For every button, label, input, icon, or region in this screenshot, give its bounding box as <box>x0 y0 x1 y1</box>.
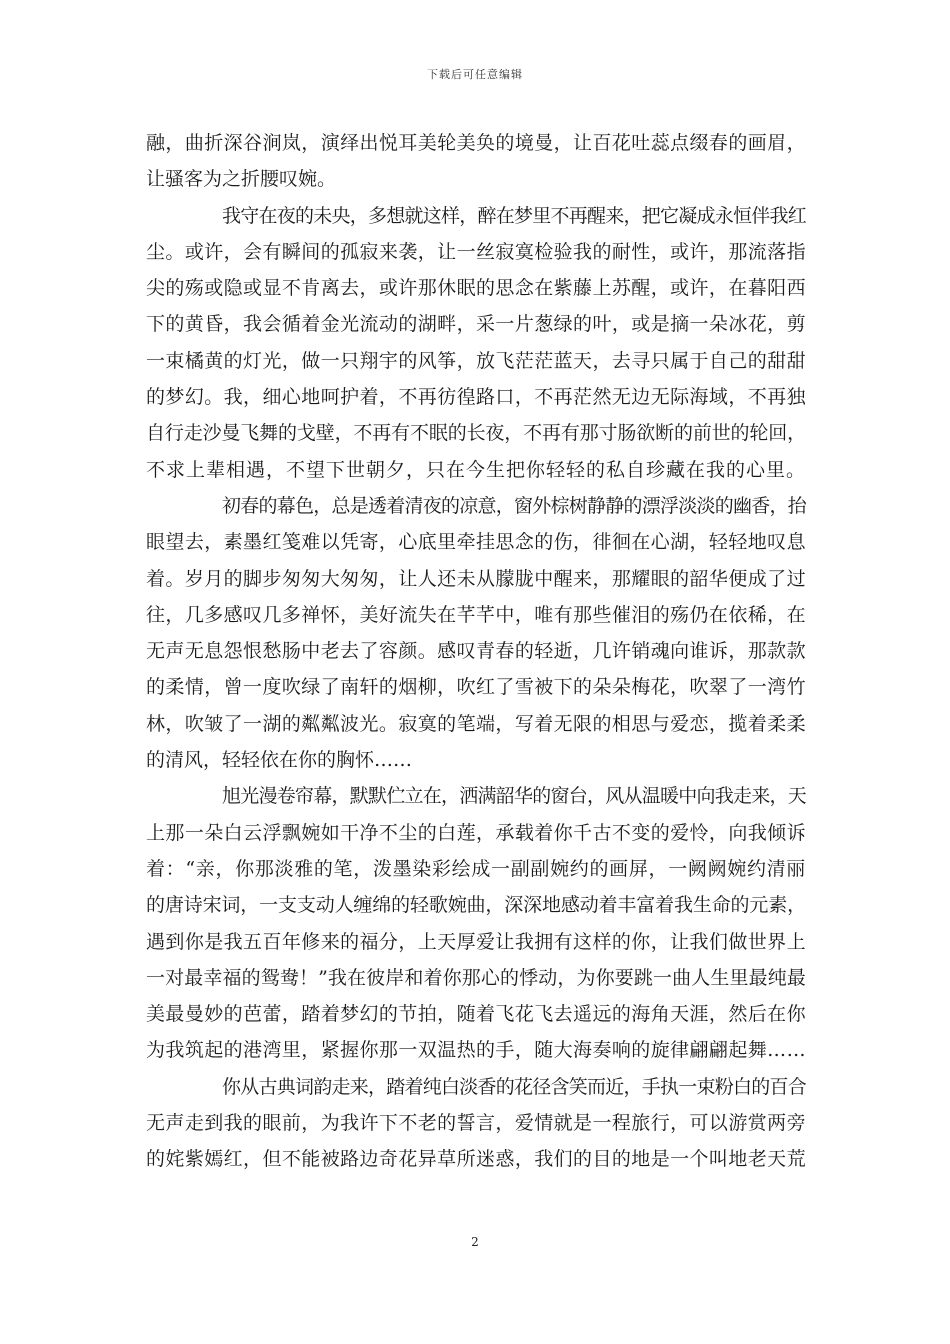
text-line: 的柔情，曾一度吹绿了南轩的烟柳，吹红了雪被下的朵朵梅花，吹翠了一湾竹 <box>146 676 806 699</box>
text-line: 旭光漫卷帘幕，默默伫立在，洒满韶华的窗台，风从温暖中向我走来，天 <box>222 785 806 808</box>
text-line: 一对最幸福的鸳鸯！”我在彼岸和着你那心的悸动，为你要跳一曲人生里最纯最 <box>146 966 806 989</box>
text-line: 让骚客为之折腰叹婉。 <box>146 168 337 191</box>
paragraph <box>146 488 806 778</box>
text-line: 的梦幻。我，细心地呵护着，不再彷徨路口，不再茫然无边无际海域，不再独 <box>146 386 806 409</box>
text-line: 往，几多感叹几多禅怀，美好流失在芊芊中，唯有那些催泪的殇仍在依稀，在 <box>146 603 806 626</box>
text-line: 遇到你是我五百年修来的福分，上天厚爱让我拥有这样的你，让我们做世界上 <box>146 930 806 953</box>
page-header: 下载后可任意编辑 <box>427 68 523 81</box>
text-line: 尘。或许，会有瞬间的孤寂来袭，让一丝寂寞检验我的耐性，或许，那流落指 <box>146 240 806 263</box>
text-line: 美最曼妙的芭蕾，踏着梦幻的节拍，随着飞花飞去遥远的海角天涯，然后在你 <box>146 1003 806 1026</box>
text-line: 的姹紫嫣红，但不能被路边奇花异草所迷惑，我们的目的地是一个叫地老天荒 <box>146 1148 806 1171</box>
text-line: 林，吹皱了一湖的粼粼波光。寂寞的笔端，写着无限的相思与爱恋，揽着柔柔 <box>146 712 806 735</box>
page-number: 2 <box>471 1235 479 1249</box>
text-line: 无声走到我的眼前，为我许下不老的誓言，爱情就是一程旅行，可以游赏两旁 <box>146 1112 806 1135</box>
text-line: 着：“亲，你那淡雅的笔，泼墨染彩绘成一副副婉约的画屏，一阙阙婉约清丽 <box>146 857 806 880</box>
paragraph <box>146 125 806 198</box>
text-line: 我守在夜的未央，多想就这样，醉在梦里不再醒来，把它凝成永恒伴我红 <box>222 204 806 227</box>
paragraph <box>146 198 806 488</box>
text-line: 着。岁月的脚步匆匆大匆匆，让人还未从朦胧中醒来，那耀眼的韶华便成了过 <box>146 567 806 590</box>
text-line: 尖的殇或隐或显不肯离去，或许那休眠的思念在紫藤上苏醒，或许，在暮阳西 <box>146 277 806 300</box>
text-line: 你从古典词韵走来，踏着纯白淡香的花径含笑而近，手执一束粉白的百合 <box>222 1075 806 1098</box>
text-line: 的唐诗宋词，一支支动人缠绵的轻歌婉曲，深深地感动着丰富着我生命的元素， <box>146 894 806 917</box>
text-line: 上那一朵白云浮飘婉如干净不尘的白莲，承载着你千古不变的爱怜，向我倾诉 <box>146 821 806 844</box>
text-line: 初春的幕色，总是透着清夜的凉意，窗外棕树静静的漂浮淡淡的幽香，抬 <box>222 494 806 517</box>
text-line: 一束橘黄的灯光，做一只翔宇的风筝，放飞茫茫蓝天，去寻只属于自己的甜甜 <box>146 349 806 372</box>
text-line: 眼望去，素墨红笺难以凭寄，心底里牵挂思念的伤，徘徊在心湖，轻轻地叹息 <box>146 531 806 554</box>
paragraph <box>146 1069 806 1178</box>
text-line: 无声无息怨恨愁肠中老去了容颜。感叹青春的轻逝，几许销魂向谁诉，那款款 <box>146 640 806 663</box>
text-line: 自行走沙曼飞舞的戈壁，不再有不眠的长夜，不再有那寸肠欲断的前世的轮回， <box>146 422 806 445</box>
body-text <box>146 125 806 1178</box>
text-line: 为我筑起的港湾里，紧握你那一双温热的手，随大海奏响的旋律翩翩起舞…… <box>146 1039 806 1062</box>
text-line: 融，曲折深谷涧岚，演绎出悦耳美轮美奂的境曼，让百花吐蕊点缀春的画眉， <box>146 132 806 154</box>
text-line: 下的黄昏，我会循着金光流动的湖畔，采一片葱绿的叶，或是摘一朵冰花，剪 <box>146 313 806 336</box>
paragraph <box>146 778 806 1068</box>
text-line: 不求上辈相遇，不望下世朝夕，只在今生把你轻轻的私自珍藏在我的心里。 <box>146 458 806 481</box>
text-line: 的清风，轻轻依在你的胸怀…… <box>146 749 413 772</box>
